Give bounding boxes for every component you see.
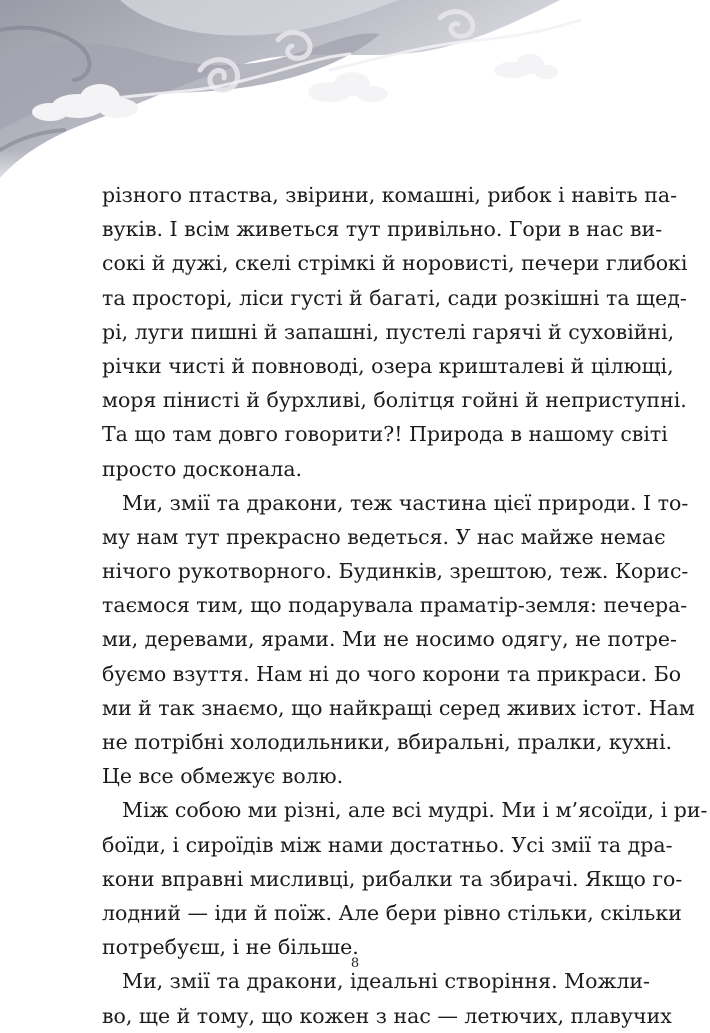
text-line: Та що там довго говорити?! Природа в нашому світі xyxy=(102,422,668,447)
page-number: 8 xyxy=(350,956,360,971)
cloud-swirl-illustration xyxy=(0,0,710,200)
text-line: боїди, і сироїдів між нами достатньо. Усі змії та дра- xyxy=(102,832,673,857)
text-line: просто досконала. xyxy=(102,456,303,481)
text-line: потребуєш, і не більше. xyxy=(102,935,359,960)
text-line: вуків. І всім живеться тут привільно. Гори в нас ви- xyxy=(102,217,663,242)
text-line: Між собою ми різні, але всі мудрі. Ми і м’ясоїди, і ри- xyxy=(122,798,708,823)
text-line: кони вправні мисливці, рибалки та збирачі. Якщо го- xyxy=(102,866,683,891)
text-line: таємося тим, що подарувала праматір-земля: печера- xyxy=(102,593,688,618)
text-line: Це все обмежує волю. xyxy=(102,764,344,789)
text-line: Ми, змії та дракони, теж частина цієї природи. І то- xyxy=(122,490,689,515)
text-line: ми, деревами, ярами. Ми не носимо одягу, не потре- xyxy=(102,627,677,652)
paragraph xyxy=(102,178,688,486)
text-line: буємо взуття. Нам ні до чого корони та прикраси. Бо xyxy=(102,661,682,686)
text-line: моря пінисті й бурхливі, болітця гойні й неприступні. xyxy=(102,388,687,413)
text-line: різного птаства, звірини, комашні, рибок і навіть па- xyxy=(102,183,678,207)
text-line: не потрібні холодильники, вбиральні, пралки, кухні. xyxy=(102,730,673,754)
text-line: нічого рукотворного. Будинків, зрештою, теж. Корис- xyxy=(102,559,689,584)
text-line: Ми, змії та дракони, ідеальні створіння. Можли- xyxy=(122,969,650,994)
text-line: та просторі, ліси густі й багаті, сади розкішні та щед- xyxy=(102,285,687,310)
text-line: сокі й дужі, скелі стрімкі й норовисті, печери глибокі xyxy=(102,251,688,276)
paragraph xyxy=(102,793,708,964)
body-text xyxy=(102,178,708,1033)
text-line: річки чисті й повноводі, озера кришталеві й цілющі, xyxy=(102,353,674,378)
paragraph xyxy=(102,486,695,794)
paragraph xyxy=(102,964,672,1032)
text-line: во, ще й тому, що кожен з нас — летючих, плавучих xyxy=(102,1003,672,1028)
text-line: му нам тут прекрасно ведеться. У нас майже немає xyxy=(102,524,666,549)
text-line: рі, луги пишні й запашні, пустелі гарячі й суховійні, xyxy=(102,319,675,344)
text-line: ми й так знаємо, що найкращі серед живих істот. Нам xyxy=(102,695,695,720)
text-line: лодний — іди й поїж. Але бери рівно стільки, скільки xyxy=(102,900,682,925)
